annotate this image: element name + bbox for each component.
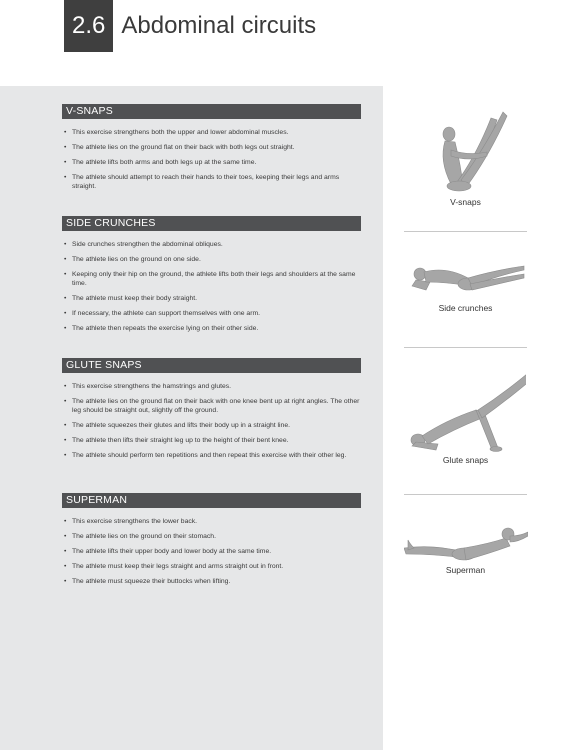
section-heading: GLUTE SNAPS <box>62 358 361 373</box>
list-item: • The athlete then lifts their straight leg up to the height of their bent knee. <box>62 437 361 446</box>
divider <box>404 231 527 232</box>
figure-caption: Side crunches <box>438 303 493 313</box>
list-item: • If necessary, the athlete can support themselves with one arm. <box>62 310 361 319</box>
divider <box>404 494 527 495</box>
section-side-crunches <box>62 216 361 333</box>
list-item: • The athlete lies on the ground flat on their back with one knee bent up at right angles. The other leg should be straight out, slightly off the ground. <box>62 398 361 415</box>
list-item: • The athlete squeezes their glutes and lifts their body up in a straight line. <box>62 422 361 431</box>
figure-caption: V-snaps <box>450 197 481 207</box>
list-item: • The athlete should attempt to reach their hands to their toes, keeping their legs and arms straight. <box>62 174 361 191</box>
bullet-list <box>62 241 361 333</box>
list-item: • The athlete lies on the ground on one side. <box>62 256 361 265</box>
list-item: • The athlete lies on the ground flat on their back with both legs out straight. <box>62 144 361 153</box>
bullet-list <box>62 129 361 191</box>
divider <box>404 347 527 348</box>
superman-figure-icon <box>404 518 528 562</box>
chapter-title: Abdominal circuits <box>121 12 317 39</box>
v-snaps-figure-icon <box>421 106 511 194</box>
bullet-list <box>62 518 361 587</box>
figure-caption: Superman <box>445 565 486 575</box>
list-item: • Keeping only their hip on the ground, the athlete lifts both their legs and shoulders at the same time. <box>62 271 361 288</box>
section-heading: V-SNAPS <box>62 104 361 119</box>
figure-v-snaps <box>404 106 527 207</box>
list-item: • The athlete lifts both arms and both legs up at the same time. <box>62 159 361 168</box>
figure-glute-snaps <box>404 368 527 465</box>
section-superman <box>62 493 361 587</box>
list-item: • The athlete lies on the ground on their stomach. <box>62 533 361 542</box>
section-heading: SUPERMAN <box>62 493 361 508</box>
section-heading: SIDE CRUNCHES <box>62 216 361 231</box>
figure-superman <box>404 518 527 575</box>
list-item: • The athlete lifts their upper body and lower body at the same time. <box>62 548 361 557</box>
figure-caption: Glute snaps <box>442 455 489 465</box>
list-item: • This exercise strengthens the hamstrings and glutes. <box>62 383 361 392</box>
section-glute-snaps <box>62 358 361 460</box>
figure-side-crunches <box>404 252 527 313</box>
side-crunches-figure-icon <box>406 252 526 300</box>
section-v-snaps <box>62 104 361 191</box>
list-item: • The athlete must keep their body straight. <box>62 295 361 304</box>
list-item: • This exercise strengthens both the upper and lower abdominal muscles. <box>62 129 361 138</box>
list-item: • Side crunches strengthen the abdominal obliques. <box>62 241 361 250</box>
list-item: • The athlete should perform ten repetitions and then repeat this exercise with their other leg. <box>62 452 361 461</box>
chapter-number: 2.6 <box>64 0 113 52</box>
chapter-header <box>64 0 316 52</box>
list-item: • The athlete must keep their legs straight and arms straight out in front. <box>62 563 361 572</box>
glute-snaps-figure-icon <box>406 368 526 452</box>
list-item: • This exercise strengthens the lower back. <box>62 518 361 527</box>
list-item: • The athlete then repeats the exercise lying on their other side. <box>62 325 361 334</box>
list-item: • The athlete must squeeze their buttocks when lifting. <box>62 578 361 587</box>
bullet-list <box>62 383 361 460</box>
